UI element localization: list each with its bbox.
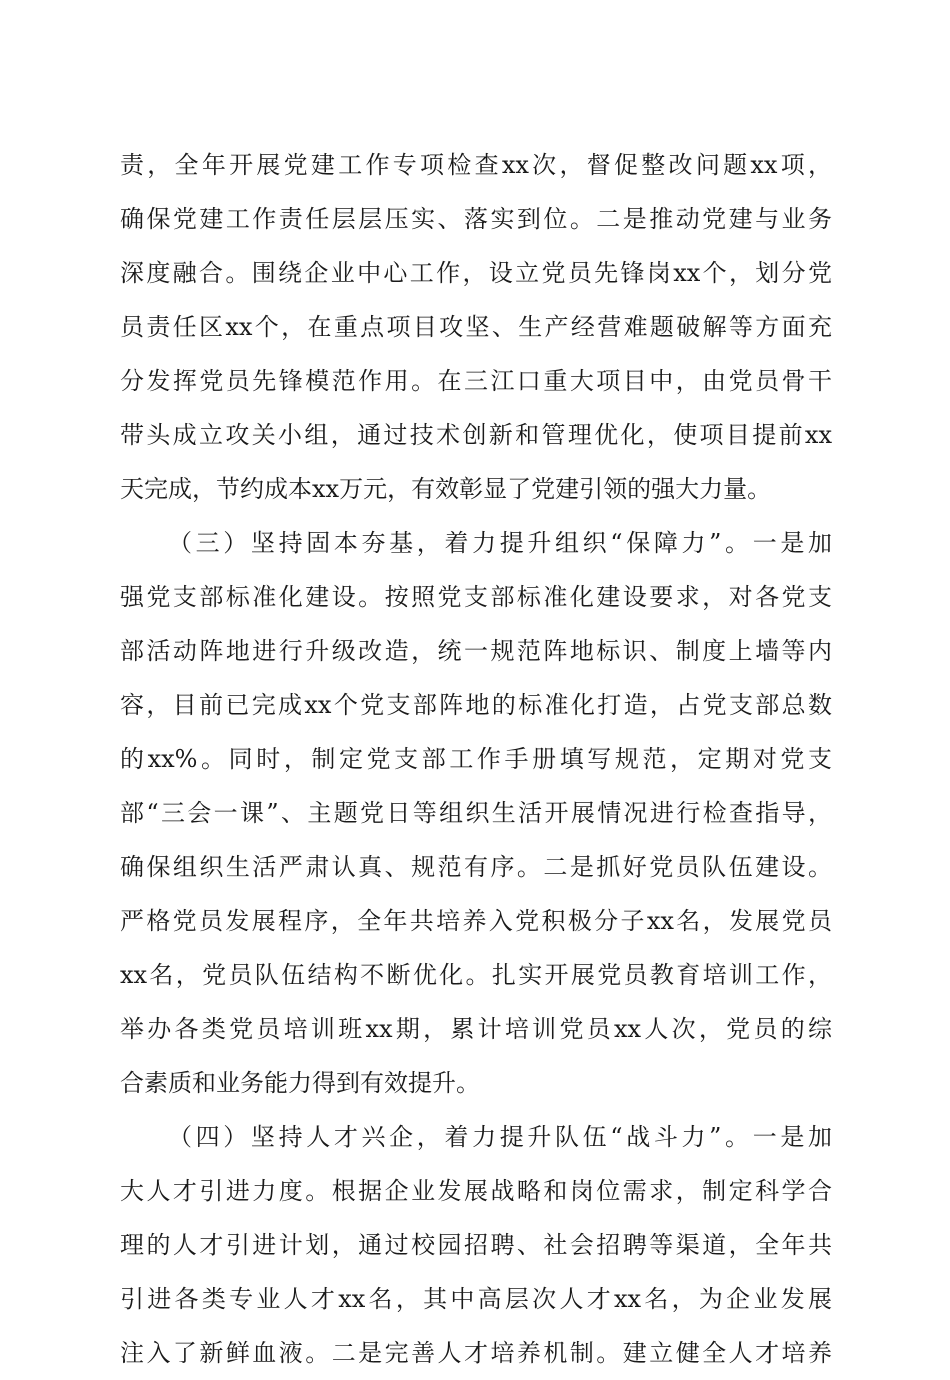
text-line: 引进各类专业人才xx名，其中高层次人才xx名，为企业发展 [120,1285,832,1313]
text-line: 严格党员发展程序，全年共培养入党积极分子xx名，发展党员 [120,907,832,935]
text-line: 带头成立攻关小组，通过技术创新和管理优化，使项目提前xx [120,421,832,449]
text-line: 理的人才引进计划，通过校园招聘、社会招聘等渠道，全年共 [120,1231,832,1259]
text-line: xx名，党员队伍结构不断优化。扎实开展党员教育培训工作， [120,961,832,989]
text-line: 部“三会一课”、主题党日等组织生活开展情况进行检查指导， [120,799,832,827]
text-line: 合素质和业务能力得到有效提升。 [120,1069,480,1097]
text-line: 确保组织生活严肃认真、规范有序。二是抓好党员队伍建设。 [120,853,832,881]
text-line: 深度融合。围绕企业中心工作，设立党员先锋岗xx个，划分党 [120,259,832,287]
text-line: 的xx%。同时，制定党支部工作手册填写规范，定期对党支 [120,745,832,773]
text-line: 注入了新鲜血液。二是完善人才培养机制。建立健全人才培养 [120,1339,832,1367]
section-heading-line: （四）坚持人才兴企，着力提升队伍“战斗力”。一是加 [168,1123,832,1151]
text-line: 分发挥党员先锋模范作用。在三江口重大项目中，由党员骨干 [120,367,832,395]
section-heading-line: （三）坚持固本夯基，着力提升组织“保障力”。一是加 [168,529,832,557]
text-line: 大人才引进力度。根据企业发展战略和岗位需求，制定科学合 [120,1177,832,1205]
text-line: 天完成，节约成本xx万元，有效彰显了党建引领的强大力量。 [120,475,772,503]
text-line: 部活动阵地进行升级改造，统一规范阵地标识、制度上墙等内 [120,637,832,665]
text-line: 员责任区xx个，在重点项目攻坚、生产经营难题破解等方面充 [120,313,832,341]
text-line: 容，目前已完成xx个党支部阵地的标准化打造，占党支部总数 [120,691,832,719]
text-line: 确保党建工作责任层层压实、落实到位。二是推动党建与业务 [120,205,832,233]
text-line: 责，全年开展党建工作专项检查xx次，督促整改问题xx项， [120,151,832,179]
text-line: 强党支部标准化建设。按照党支部标准化建设要求，对各党支 [120,583,832,611]
text-line: 举办各类党员培训班xx期，累计培训党员xx人次，党员的综 [120,1015,832,1043]
